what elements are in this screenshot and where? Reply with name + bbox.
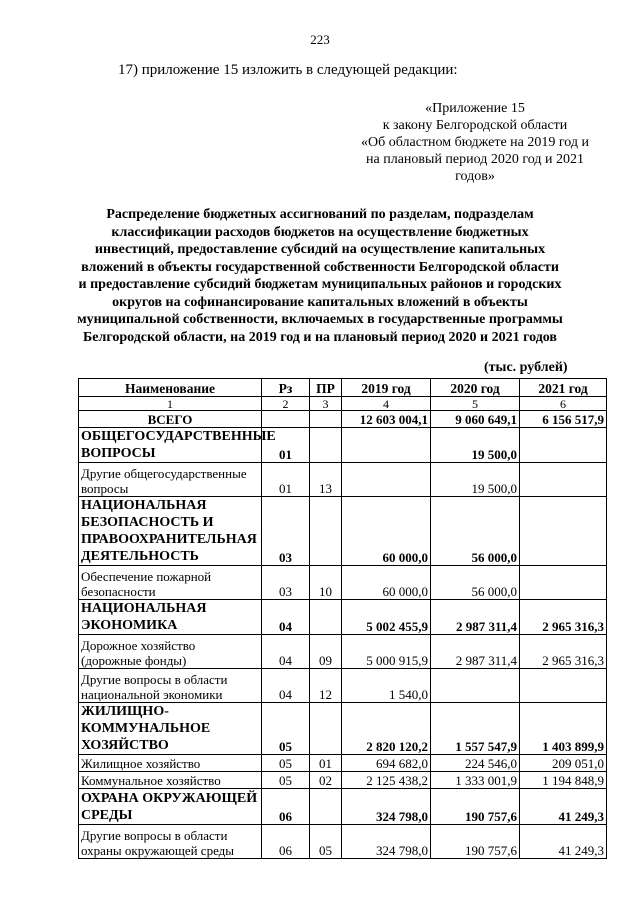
table-row-section — [79, 789, 607, 825]
row-rz: 04 — [262, 600, 310, 635]
table-row-total — [79, 411, 607, 428]
row-name: ОХРАНА ОКРУЖАЮЩЕЙ СРЕДЫ — [79, 789, 262, 825]
appendix-header — [330, 100, 620, 185]
row-2020: 190 757,6 — [431, 825, 520, 859]
title-line: инвестиций, предоставление субсидий на осуществление капитальных — [94, 242, 546, 257]
row-2020: 19 500,0 — [431, 463, 520, 497]
table-row — [79, 463, 607, 497]
table-row-section — [79, 497, 607, 566]
row-pr — [310, 600, 342, 635]
row-2019: 1 540,0 — [342, 669, 431, 703]
budget-table — [78, 378, 607, 859]
row-2019: 60 000,0 — [342, 497, 431, 566]
row-2020: 56 000,0 — [431, 497, 520, 566]
row-2020: 1 557 547,9 — [431, 703, 520, 755]
row-pr — [310, 497, 342, 566]
table-row-section — [79, 600, 607, 635]
header-rz: Рз — [262, 379, 310, 397]
appendix-line: «Приложение 15 — [425, 101, 525, 116]
row-2020: 224 546,0 — [431, 755, 520, 772]
row-pr: 13 — [310, 463, 342, 497]
row-2020: 190 757,6 — [431, 789, 520, 825]
row-name: Другие вопросы в области национальной экономики — [79, 669, 262, 703]
row-rz: 06 — [262, 789, 310, 825]
row-2021: 41 249,3 — [520, 825, 607, 859]
row-2020 — [431, 669, 520, 703]
row-name: Обеспечение пожарной безопасности — [79, 566, 262, 600]
appendix-line: на плановый период 2020 год и 2021 — [366, 152, 584, 167]
row-rz: 03 — [262, 566, 310, 600]
title-line: классификации расходов бюджетов на осуществление бюджетных — [111, 224, 529, 240]
row-name: НАЦИОНАЛЬНАЯ БЕЗОПАСНОСТЬ И ПРАВООХРАНИТЕЛЬНАЯ ДЕЯТЕЛЬНОСТЬ — [79, 497, 262, 566]
header-name: Наименование — [79, 379, 262, 397]
row-name: НАЦИОНАЛЬНАЯ ЭКОНОМИКА — [79, 600, 262, 635]
column-number: 3 — [310, 397, 342, 411]
column-number: 2 — [262, 397, 310, 411]
row-2019: 2 820 120,2 — [342, 703, 431, 755]
header-2020: 2020 год — [431, 379, 520, 397]
row-rz: 03 — [262, 497, 310, 566]
intro-text: 17) приложение 15 изложить в следующей редакции: — [118, 62, 458, 78]
row-name: ОБЩЕГОСУДАРСТВЕННЫЕ ВОПРОСЫ — [79, 428, 262, 463]
row-2020: 56 000,0 — [431, 566, 520, 600]
row-2021 — [520, 497, 607, 566]
table-row — [79, 825, 607, 859]
row-name: ВСЕГО — [79, 411, 262, 428]
document-title — [40, 206, 600, 346]
column-number: 1 — [79, 397, 262, 411]
title-line: Белгородской области, на 2019 год и на плановый период 2020 и 2021 годов — [83, 329, 557, 345]
row-rz: 05 — [262, 755, 310, 772]
column-number: 5 — [431, 397, 520, 411]
header-pr: ПР — [310, 379, 342, 397]
row-pr: 10 — [310, 566, 342, 600]
row-rz: 04 — [262, 669, 310, 703]
row-2019: 12 603 004,1 — [342, 411, 431, 428]
row-2019: 60 000,0 — [342, 566, 431, 600]
row-pr: 12 — [310, 669, 342, 703]
row-2021: 209 051,0 — [520, 755, 607, 772]
table-row — [79, 566, 607, 600]
column-number-row — [79, 397, 607, 411]
row-2019: 324 798,0 — [342, 825, 431, 859]
row-2019: 2 125 438,2 — [342, 772, 431, 789]
header-2021: 2021 год — [520, 379, 607, 397]
row-2019: 5 002 455,9 — [342, 600, 431, 635]
row-name: Другие вопросы в области охраны окружающей среды — [79, 825, 262, 859]
table-row — [79, 772, 607, 789]
row-2021 — [520, 669, 607, 703]
appendix-line: годов» — [455, 169, 495, 184]
row-2019: 5 000 915,9 — [342, 635, 431, 669]
table-row-section — [79, 428, 607, 463]
row-2021: 2 965 316,3 — [520, 635, 607, 669]
row-name: Дорожное хозяйство (дорожные фонды) — [79, 635, 262, 669]
row-2019 — [342, 463, 431, 497]
table-row — [79, 755, 607, 772]
row-2021: 6 156 517,9 — [520, 411, 607, 428]
appendix-line: «Об областном бюджете на 2019 год и — [361, 135, 589, 150]
row-2021: 2 965 316,3 — [520, 600, 607, 635]
row-2021 — [520, 428, 607, 463]
row-2021: 1 194 848,9 — [520, 772, 607, 789]
row-pr — [310, 411, 342, 428]
page-number: 223 — [310, 32, 330, 47]
row-rz: 05 — [262, 703, 310, 755]
row-rz: 01 — [262, 428, 310, 463]
title-line: и предоставление субсидий бюджетам муниципальных районов и городских — [78, 277, 562, 292]
row-rz: 06 — [262, 825, 310, 859]
appendix-line: к закону Белгородской области — [382, 118, 568, 133]
row-name: Другие общегосударственные вопросы — [79, 463, 262, 497]
title-line: муниципальной собственности, включаемых в государственные программы — [77, 312, 563, 327]
row-2020: 19 500,0 — [431, 428, 520, 463]
row-pr: 01 — [310, 755, 342, 772]
row-2021 — [520, 463, 607, 497]
header-2019: 2019 год — [342, 379, 431, 397]
row-name: Коммунальное хозяйство — [79, 772, 262, 789]
column-number: 6 — [520, 397, 607, 411]
row-2019: 694 682,0 — [342, 755, 431, 772]
title-line: Распределение бюджетных ассигнований по разделам, подразделам — [106, 207, 534, 222]
units-label: (тыс. рублей) — [484, 360, 568, 375]
row-2019: 324 798,0 — [342, 789, 431, 825]
row-rz: 05 — [262, 772, 310, 789]
table-row-section — [79, 703, 607, 755]
row-pr — [310, 428, 342, 463]
table-row — [79, 635, 607, 669]
row-2020: 9 060 649,1 — [431, 411, 520, 428]
row-pr — [310, 789, 342, 825]
row-2020: 1 333 001,9 — [431, 772, 520, 789]
table-header-row — [79, 379, 607, 397]
row-2020: 2 987 311,4 — [431, 600, 520, 635]
row-2019 — [342, 428, 431, 463]
table-row — [79, 669, 607, 703]
row-pr — [310, 703, 342, 755]
row-pr: 05 — [310, 825, 342, 859]
row-rz: 01 — [262, 463, 310, 497]
row-name: Жилищное хозяйство — [79, 755, 262, 772]
row-pr: 09 — [310, 635, 342, 669]
row-rz: 04 — [262, 635, 310, 669]
row-2021: 41 249,3 — [520, 789, 607, 825]
row-2021 — [520, 566, 607, 600]
row-rz — [262, 411, 310, 428]
row-2020: 2 987 311,4 — [431, 635, 520, 669]
row-pr: 02 — [310, 772, 342, 789]
row-2021: 1 403 899,9 — [520, 703, 607, 755]
title-line: округов на софинансирование капитальных вложений в объекты — [112, 294, 528, 310]
title-line: вложений в объекты государственной собственности Белгородской области — [81, 259, 559, 275]
row-name: ЖИЛИЩНО-КОММУНАЛЬНОЕ ХОЗЯЙСТВО — [79, 703, 262, 755]
column-number: 4 — [342, 397, 431, 411]
